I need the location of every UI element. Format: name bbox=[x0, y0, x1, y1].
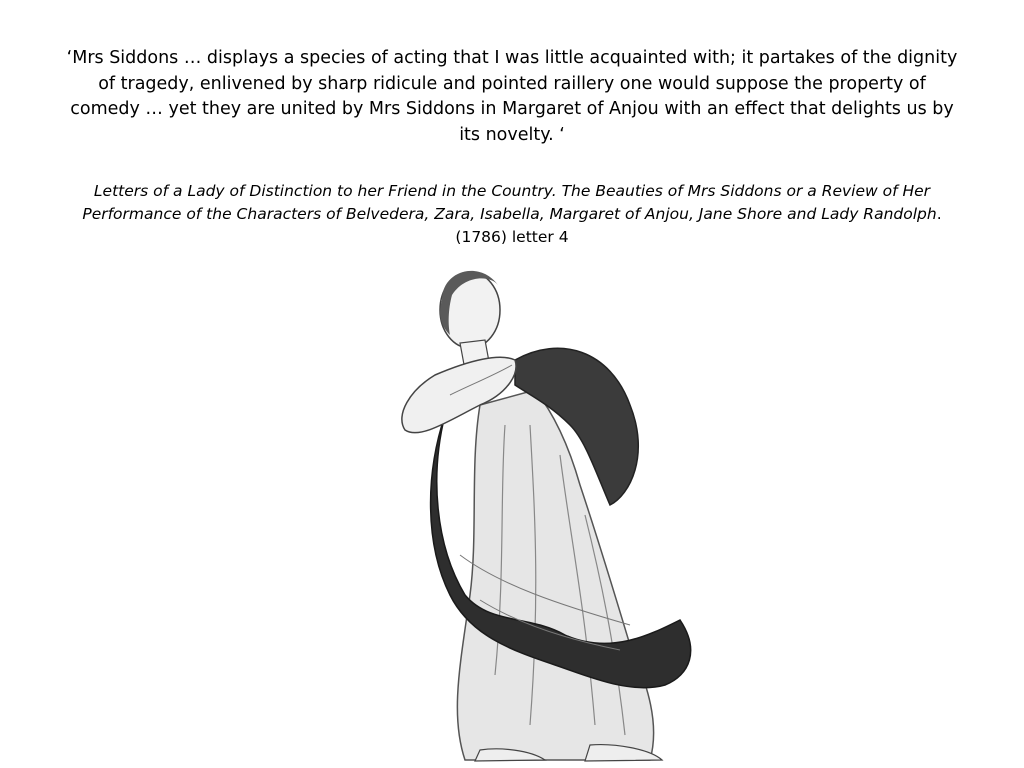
quote-text: ‘Mrs Siddons … displays a species of acting that I was little acquainted with; it partakes of the dignity of tragedy, enlivened by sharp ridicule and pointed raillery one would suppose the property of comedy … yet they are united by Mrs Siddons in Margaret of Anjou with an effect that delights us by its novelty. ‘ bbox=[66, 48, 958, 145]
citation-title: Letters of a Lady of Distinction to her Friend in the Country. The Beauties of Mrs Siddons or a Review of Her Performance of the Characters of Belvedera, Zara, Isabella, Margaret of Anjou, Jane Shore and Lady Randolph bbox=[82, 182, 937, 223]
citation bbox=[62, 180, 962, 249]
actress-engraving-image bbox=[330, 255, 730, 768]
citation-suffix: . (1786) letter 4 bbox=[455, 205, 942, 246]
